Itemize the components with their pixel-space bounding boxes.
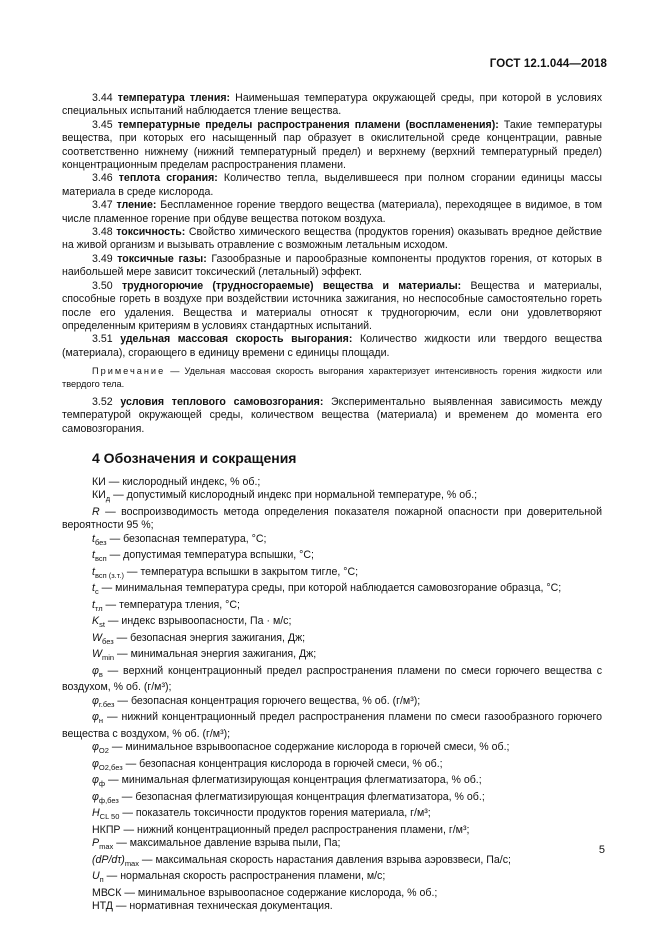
symbol-subscript: с	[94, 587, 99, 597]
symbol-description: — минимальное взрывоопасное содержание кислорода в горючей смеси, % об.;	[108, 741, 510, 754]
symbol-subscript: ф	[98, 779, 106, 789]
symbol-definition	[62, 870, 602, 887]
term-definition: Свойство химического вещества (продуктов горения) оказывать вредное действие на живой организм и вызывать отравление с возможным летальным исходом.	[62, 226, 602, 252]
symbol-description: — нормативная техническая документация.	[112, 900, 333, 913]
term-definition: Наименьшая температура окружающей среды, при которой в условиях специальных испытаний наблюдается тление вещества.	[62, 92, 602, 118]
symbol-definition	[62, 824, 602, 837]
term-number: 3.49	[92, 252, 113, 265]
symbol-definition	[62, 665, 602, 695]
symbol-subscript: г.без	[98, 699, 115, 709]
symbol-definition	[62, 758, 602, 775]
symbol-definition	[62, 648, 602, 665]
symbol-subscript: ф,без	[98, 795, 119, 805]
symbol-subscript: без	[102, 636, 114, 646]
term-number: 3.47	[92, 199, 113, 212]
page-content	[62, 92, 602, 914]
term-number: 3.45	[92, 118, 113, 131]
symbol-definition	[62, 533, 602, 550]
term-name: условия теплового самовозгорания:	[120, 395, 324, 408]
symbol: (dP/dτ)	[92, 853, 125, 866]
symbol-definition	[62, 615, 602, 632]
term-paragraph	[62, 92, 602, 119]
term-name: трудногорючие (трудносгораемые) вещества и материалы:	[121, 279, 462, 292]
term-paragraph	[62, 226, 602, 253]
symbol-definition	[62, 854, 602, 871]
symbol-definition	[62, 476, 602, 489]
term-number: 3.48	[92, 226, 113, 239]
symbol: R	[92, 505, 100, 518]
term-paragraph	[62, 280, 602, 334]
symbol-subscript: тл	[94, 603, 103, 613]
symbol-description: — температура тления, °С;	[102, 598, 240, 611]
symbol: W	[92, 648, 102, 661]
symbol-definition	[62, 506, 602, 533]
term-paragraph	[62, 333, 602, 360]
symbol-subscript: max	[124, 858, 139, 868]
term-name: температурные пределы распространения пламени (воспламенения):	[117, 118, 499, 131]
symbol-description: — показатель токсичности продуктов горения материала, г/м³;	[119, 807, 431, 820]
symbol-definition	[62, 582, 602, 599]
term-definition: Экспериментально выявленная зависимость между температурой окружающей среды, количеством вещества (материала) и временем до момента его самовозгорания.	[62, 395, 602, 435]
symbol: φ	[92, 711, 99, 724]
symbol: МВСК	[92, 886, 122, 899]
symbols-list	[62, 476, 602, 914]
term-name: тление:	[116, 199, 157, 212]
symbol-subscript: CL 50	[99, 812, 120, 822]
term-number: 3.51	[92, 333, 113, 346]
term-number: 3.44	[92, 92, 113, 104]
term-name: температура тления:	[117, 92, 231, 104]
symbol-description: — минимальное взрывоопасное содержание кислорода, % об.;	[121, 886, 438, 899]
symbol-subscript: п	[99, 875, 104, 885]
symbol-definition	[62, 489, 602, 506]
symbol-subscript: max	[99, 842, 114, 852]
symbol: t	[92, 565, 95, 578]
symbol: φ	[92, 757, 99, 770]
symbol: φ	[92, 694, 99, 707]
symbol-subscript: без	[94, 537, 107, 547]
symbol-description: — безопасная температура, °С;	[106, 532, 267, 545]
symbol-description: — температура вспышки в закрытом тигле, °С;	[123, 565, 359, 578]
symbol-subscript: всп (з.т.)	[94, 570, 124, 580]
symbol: H	[92, 807, 100, 820]
note-text: — Удельная массовая скорость выгорания характеризует интенсивность горения жидкости или твердого тела.	[62, 366, 602, 389]
symbol-subscript: всп	[94, 554, 107, 564]
symbol-description: — минимальная температура среды, при которой наблюдается самовозгорание образца, °С;	[98, 582, 562, 595]
symbol-description: — индекс взрывоопасности, Па · м/с;	[104, 615, 292, 628]
term-paragraph	[62, 199, 602, 226]
page-number: 5	[598, 844, 605, 856]
symbol-description: — воспроизводимость метода определения показателя пожарной опасности при доверительной вероятности 95 %;	[62, 505, 602, 532]
symbol: K	[92, 615, 100, 628]
symbol-subscript: st	[99, 620, 105, 630]
symbol-subscript: в	[98, 669, 103, 679]
term-definition: Такие температуры вещества, при которых его насыщенный пар образует в окислительной среде концентрации, равные соответственно нижнему (нижний температурный предел) и верхнему (верхний температурный предел) концентрационным пределам распространения пламени.	[62, 118, 602, 172]
symbol: W	[92, 631, 102, 644]
symbol-description: — допустимый кислородный индекс при нормальной температуре, % об.;	[110, 489, 478, 502]
term-name: удельная массовая скорость выгорания:	[120, 333, 353, 346]
symbol-description: — безопасная флегматизирующая концентрация флегматизатора, % об.;	[118, 790, 485, 803]
symbol: φ	[92, 790, 99, 803]
symbol-description: — минимальная флегматизирующая концентрация флегматизатора, % об.;	[105, 774, 482, 787]
terms-list	[62, 92, 602, 360]
symbol-subscript: н	[98, 716, 104, 726]
symbol: P	[92, 837, 100, 850]
symbol: НКПР	[92, 823, 121, 836]
symbol-definition	[62, 566, 602, 583]
term-definition: Количество тепла, выделившееся при полном сгорании единицы массы материала в среде кислорода.	[62, 172, 602, 198]
symbol: t	[92, 549, 95, 562]
symbol: φ	[92, 774, 99, 787]
symbol-subscript: O2,без	[98, 762, 123, 772]
symbol-definition	[62, 599, 602, 616]
term-definition: Беспламенное горение твердого вещества (материала), переходящее в видимое, в том числе пламенное горение при обдуве вещества потоком воздуха.	[62, 199, 602, 225]
symbol-description: — нижний концентрационный предел распространения пламени по смеси газообразного горючего вещества с воздухом, % об. (г/м³);	[62, 711, 602, 740]
symbol: t	[92, 532, 95, 545]
symbol-definition	[62, 774, 602, 791]
symbol: t	[92, 582, 95, 595]
symbol: φ	[92, 664, 99, 677]
symbol-description: — допустимая температура вспышки, °С;	[106, 549, 314, 562]
symbol-definition	[62, 887, 602, 900]
symbol: НТД	[92, 900, 113, 913]
symbol-subscript: O2	[98, 746, 109, 756]
note-label: Примечание	[92, 366, 166, 377]
note-paragraph	[62, 365, 602, 391]
symbol: КИ	[92, 489, 106, 502]
symbol-description: — безопасная концентрация горючего вещества, % об. (г/м³);	[114, 694, 421, 707]
term-paragraph	[62, 119, 602, 173]
symbol-description: — безопасная концентрация кислорода в горючей смеси, % об.;	[122, 757, 443, 770]
symbol: U	[92, 870, 100, 883]
symbol: КИ	[92, 475, 106, 488]
symbol-description: — верхний концентрационный предел распространения пламени по смеси горючего вещества с воздухом, % об. (г/м³);	[62, 664, 602, 694]
symbol-definition	[62, 900, 602, 913]
symbol-description: — минимальная энергия зажигания, Дж;	[114, 648, 317, 661]
term-number: 3.46	[92, 172, 113, 185]
symbol-definition	[62, 549, 602, 566]
section-title: 4 Обозначения и сокращения	[92, 449, 297, 466]
symbol: φ	[92, 741, 99, 754]
term-name: токсичные газы:	[117, 252, 207, 265]
term-name: токсичность:	[116, 226, 186, 239]
symbol-description: — безопасная энергия зажигания, Дж;	[113, 631, 306, 644]
term-definition: Количество жидкости или твердого вещества (материала), сгорающего в единицу времени с единицы площади.	[62, 333, 602, 359]
symbol-description: — максимальная скорость нарастания давления взрыва аэровзвеси, Па/с;	[138, 853, 511, 866]
symbol-description: — максимальное давление взрыва пыли, Па;	[113, 837, 341, 850]
symbol-definition	[62, 741, 602, 758]
symbol-definition	[62, 807, 602, 824]
symbol-description: — нормальная скорость распространения пламени, м/с;	[103, 870, 386, 883]
symbol-definition	[62, 695, 602, 712]
symbol-definition	[62, 791, 602, 808]
term-name: теплота сгорания:	[118, 172, 218, 185]
term-number: 3.52	[92, 395, 113, 408]
symbol-definition	[62, 632, 602, 649]
symbol-description: — нижний концентрационный предел распространения пламени, г/м³;	[120, 823, 470, 836]
term-definition: Газообразные и парообразные компоненты продуктов горения, от которых в наибольшей мере зависит токсический (летальный) эффект.	[62, 252, 602, 279]
term-paragraph	[62, 396, 602, 436]
symbol-definition	[62, 711, 602, 741]
document-id-header: ГОСТ 12.1.044—2018	[489, 58, 607, 70]
symbol-subscript: д	[105, 494, 111, 504]
term-number: 3.50	[92, 279, 113, 292]
term-definition: Вещества и материалы, способные гореть в воздухе при воздействии источника зажигания, но неспособные самостоятельно гореть после его удаления. Вещества и материалы относят к трудногорючим, если они удовлетворяют определенным критериям в условиях стандартных испытаний.	[62, 279, 602, 332]
symbol-description: — кислородный индекс, % об.;	[105, 475, 261, 488]
symbol-definition	[62, 837, 602, 854]
term-paragraph	[62, 172, 602, 199]
symbol-subscript: min	[102, 653, 115, 663]
term-paragraph	[62, 253, 602, 280]
symbol: t	[92, 598, 95, 611]
